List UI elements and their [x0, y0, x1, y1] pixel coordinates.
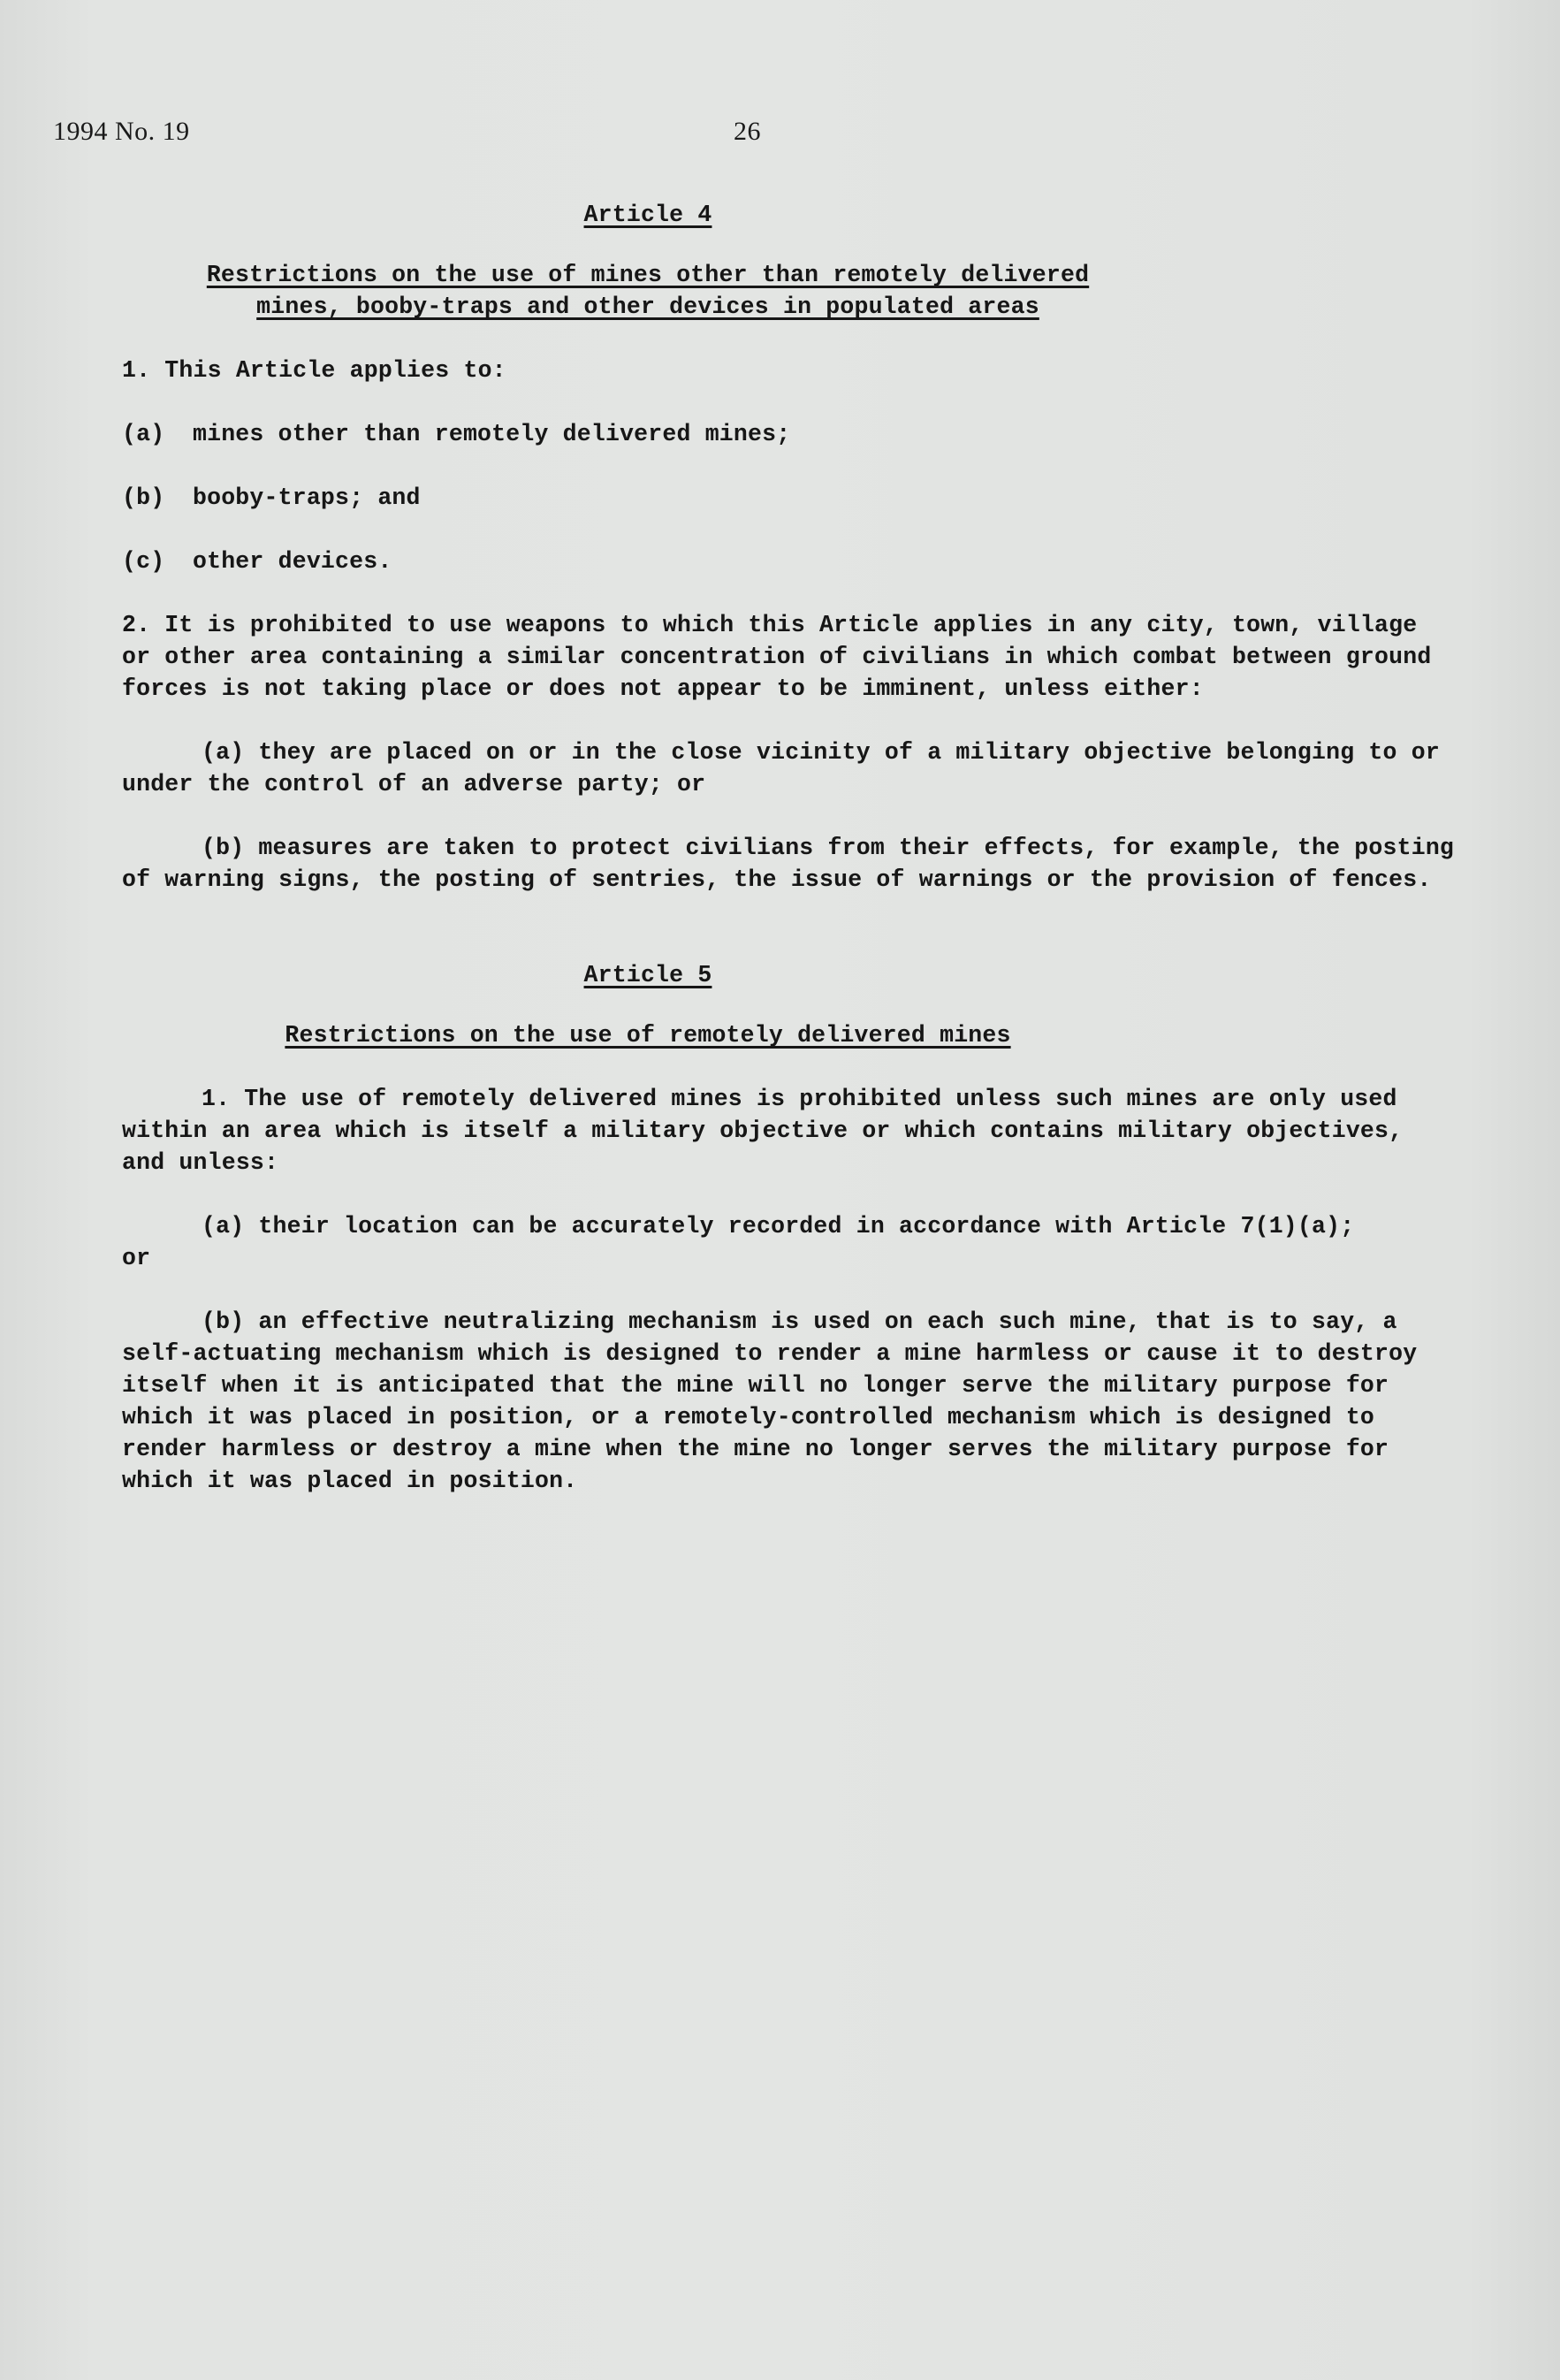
article-4-subtitle-line2: mines, booby-traps and other devices in populated areas — [256, 294, 1039, 320]
article-5-subtitle: Restrictions on the use of remotely delivered mines — [285, 1022, 1011, 1049]
article-4-heading — [122, 199, 1174, 231]
article-5-heading — [122, 959, 1174, 991]
article-4-para-2: 2. It is prohibited to use weapons to which this Article applies in any city, town, village or other area containing a similar concentration of civilians in which combat between ground forces is not taking place or does not appear to be imminent, unless either: — [122, 612, 1432, 702]
article-5-para-1: 1. The use of remotely delivered mines is prohibited unless such mines are only used within an area which is itself a military objective or which contains military objectives, and unless: — [122, 1086, 1404, 1176]
running-header-citation: 1994 No. 19 — [53, 117, 190, 146]
article-4-subtitle-line1: Restrictions on the use of mines other than remotely delivered — [206, 262, 1090, 288]
item-a-label: (a) — [122, 421, 165, 447]
article-4-para-2-b: (b) measures are taken to protect civilians from their effects, for example, the posting of warning signs, the posting of sentries, the issue of warnings or the provision of fences. — [122, 835, 1455, 893]
article-4-subtitle — [122, 259, 1174, 323]
article-4-item-c — [122, 545, 1457, 577]
article-5-para-1-a-or: or — [122, 1245, 151, 1271]
article-4-para-2-a: (a) they are placed on or in the close vicinity of a military objective belonging to or under the control of an adverse party; or — [122, 739, 1440, 797]
document-body — [122, 199, 1457, 1497]
article-5-title: Article 5 — [583, 962, 712, 988]
article-5-subtitle-row — [122, 1019, 1174, 1051]
article-4-item-a — [122, 418, 1457, 450]
item-c-label: (c) — [122, 548, 165, 575]
article-5-para-1-a: (a) their location can be accurately recorded in accordance with Article 7(1)(a); — [202, 1213, 1355, 1240]
article-5-para-1-b: (b) an effective neutralizing mechanism is used on each such mine, that is to say, a self-actuating mechanism which is designed to render a mine harmless or cause it to destroy itself when it is anticipated that the mine will no longer serve the military purpose for which it was placed in position, or a remotely-controlled mechanism which is designed to render harmless or destroy a mine when the mine no longer serves the military purpose for which it was placed in position. — [122, 1308, 1418, 1494]
item-a-text: mines other than remotely delivered mines; — [193, 421, 791, 447]
item-b-text: booby-traps; and — [193, 484, 421, 511]
article-4-item-b — [122, 482, 1457, 514]
page-number: 26 — [734, 117, 761, 146]
item-b-label: (b) — [122, 484, 165, 511]
article-4-para-1: 1. This Article applies to: — [122, 357, 506, 384]
item-c-text: other devices. — [193, 548, 392, 575]
article-4-title: Article 4 — [583, 202, 712, 228]
